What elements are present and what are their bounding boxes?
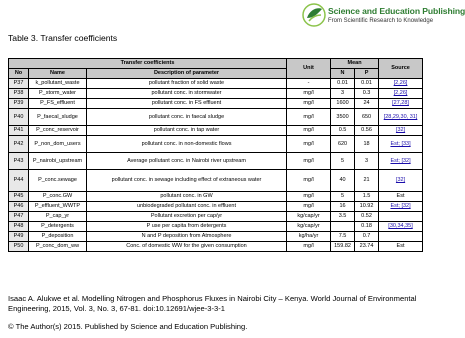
row-unit: mg/l: [287, 99, 331, 109]
unit-header: Unit: [287, 59, 331, 79]
row-n: 16: [331, 202, 355, 212]
row-n: 3.5: [331, 212, 355, 222]
row-p: 10.92: [355, 202, 379, 212]
row-unit: mg/l: [287, 192, 331, 202]
row-source[interactable]: Est; [33]: [379, 136, 423, 153]
table-row: [9, 109, 423, 126]
row-n: 159.82: [331, 242, 355, 252]
row-no: P45: [9, 192, 29, 202]
row-n: 5: [331, 153, 355, 170]
row-unit: mg/l: [287, 109, 331, 126]
publisher-name: Science and Education Publishing: [328, 6, 465, 16]
no-header: No: [9, 69, 29, 79]
table-row: [9, 136, 423, 153]
row-n: 5: [331, 192, 355, 202]
row-name: P_nairobi_upstream: [29, 153, 87, 170]
row-desc: pollutant conc. in tap water: [87, 126, 287, 136]
row-unit: kg/cap/yr: [287, 212, 331, 222]
row-source[interactable]: [27,28]: [379, 99, 423, 109]
row-source[interactable]: [32]: [379, 126, 423, 136]
row-p: 3: [355, 153, 379, 170]
row-no: P40: [9, 109, 29, 126]
row-n: 7.5: [331, 232, 355, 242]
row-unit: mg/l: [287, 202, 331, 212]
table-subheader-row: [9, 69, 423, 79]
row-n: 0.5: [331, 126, 355, 136]
table-header-row: [9, 59, 423, 69]
row-no: P43: [9, 153, 29, 170]
row-n: 1600: [331, 99, 355, 109]
row-source: [379, 212, 423, 222]
row-n: 0.01: [331, 79, 355, 89]
row-source[interactable]: Est; [32]: [379, 202, 423, 212]
row-unit: kg/ha/yr: [287, 232, 331, 242]
row-no: P49: [9, 232, 29, 242]
desc-header: Description of parameter: [87, 69, 287, 79]
row-p: 0.52: [355, 212, 379, 222]
row-unit: mg/l: [287, 126, 331, 136]
row-desc: N and P deposition from Atmosphere: [87, 232, 287, 242]
row-unit: mg/l: [287, 153, 331, 170]
row-unit: mg/l: [287, 170, 331, 192]
table-row: [9, 126, 423, 136]
row-desc: Conc. of domestic WW for the given consumption: [87, 242, 287, 252]
row-source[interactable]: [2,26]: [379, 79, 423, 89]
row-n: 3: [331, 89, 355, 99]
row-p: 650: [355, 109, 379, 126]
leaf-logo-icon: [302, 3, 326, 27]
row-source: Est: [379, 192, 423, 202]
row-p: 21: [355, 170, 379, 192]
row-name: P_deposition: [29, 232, 87, 242]
table-row: [9, 89, 423, 99]
row-p: 0.56: [355, 126, 379, 136]
copyright: © The Author(s) 2015. Published by Science and Education Publishing.: [8, 322, 248, 331]
row-no: P50: [9, 242, 29, 252]
row-desc: pollutant conc. in GW: [87, 192, 287, 202]
row-no: P46: [9, 202, 29, 212]
row-desc: Pollutant excretion per cap/yr: [87, 212, 287, 222]
row-desc: pollutant conc. in faecal sludge: [87, 109, 287, 126]
row-name: P_faecal_sludge: [29, 109, 87, 126]
row-no: P44: [9, 170, 29, 192]
row-source[interactable]: Est; [32]: [379, 153, 423, 170]
row-name: P_conc.sewage: [29, 170, 87, 192]
p-header: P: [355, 69, 379, 79]
row-p: 0.3: [355, 89, 379, 99]
row-source[interactable]: [28,29,30, 31]: [379, 109, 423, 126]
publisher-logo: [302, 3, 465, 29]
row-p: 1.5: [355, 192, 379, 202]
row-unit: mg/l: [287, 242, 331, 252]
row-desc: unbiodegraded pollutant conc. in effluent: [87, 202, 287, 212]
row-name: P_non_dom_users: [29, 136, 87, 153]
n-header: N: [331, 69, 355, 79]
row-desc: pollutant conc. in non-domestic flows: [87, 136, 287, 153]
row-desc: P use per capita from detergents: [87, 222, 287, 232]
row-p: 0.7: [355, 232, 379, 242]
table-row: [9, 222, 423, 232]
row-p: 18: [355, 136, 379, 153]
row-unit: mg/l: [287, 136, 331, 153]
table-row: [9, 202, 423, 212]
row-name: P_effluent_WWTP: [29, 202, 87, 212]
table-row: [9, 79, 423, 89]
group-header: Transfer coefficients: [9, 59, 287, 69]
row-no: P38: [9, 89, 29, 99]
row-source: [379, 232, 423, 242]
row-source[interactable]: [32]: [379, 170, 423, 192]
row-no: P39: [9, 99, 29, 109]
row-source[interactable]: [2,26]: [379, 89, 423, 99]
row-unit: -: [287, 79, 331, 89]
row-desc: Average pollutant conc. in Nairobi river upstream: [87, 153, 287, 170]
table-row: [9, 242, 423, 252]
row-source: Est: [379, 242, 423, 252]
row-name: P_detergents: [29, 222, 87, 232]
row-source[interactable]: [30,34,35]: [379, 222, 423, 232]
row-unit: mg/l: [287, 89, 331, 99]
row-unit: kg/cap/yr: [287, 222, 331, 232]
row-p: 0.01: [355, 79, 379, 89]
row-no: P41: [9, 126, 29, 136]
row-n: [331, 222, 355, 232]
name-header: Name: [29, 69, 87, 79]
row-desc: pollutant conc. in sewage including effect of extraneous water: [87, 170, 287, 192]
row-p: 23.74: [355, 242, 379, 252]
mean-header: Mean: [331, 59, 379, 69]
row-n: 620: [331, 136, 355, 153]
row-name: P_storm_water: [29, 89, 87, 99]
row-desc: pollutant fraction of solid waste: [87, 79, 287, 89]
row-no: P37: [9, 79, 29, 89]
row-name: P_conc.GW: [29, 192, 87, 202]
row-desc: pollutant conc. in stormwater: [87, 89, 287, 99]
row-desc: pollutant conc. in FS effluent: [87, 99, 287, 109]
table-caption: Table 3. Transfer coefficients: [8, 33, 118, 43]
table-row: [9, 99, 423, 109]
table-row: [9, 192, 423, 202]
source-header: Source: [379, 59, 423, 79]
row-p: 24: [355, 99, 379, 109]
row-name: k_pollutant_waste: [29, 79, 87, 89]
row-name: P_conc_dom_ww: [29, 242, 87, 252]
table-row: [9, 170, 423, 192]
citation: Isaac A. Alukwe et al. Modelling Nitrogen and Phosphorus Fluxes in Nairobi City – Kenya. World Journal of Environmental Engineering, 2015, Vol. 3, No. 3, 67-81. doi:10.12691/wjee-3-3-1: [8, 294, 417, 313]
table-row: [9, 212, 423, 222]
row-n: 3500: [331, 109, 355, 126]
row-p: 0.18: [355, 222, 379, 232]
table-row: [9, 232, 423, 242]
row-n: 40: [331, 170, 355, 192]
row-name: P_FS_effluent: [29, 99, 87, 109]
row-name: P_cap_yr: [29, 212, 87, 222]
table-row: [9, 153, 423, 170]
row-no: P47: [9, 212, 29, 222]
row-no: P48: [9, 222, 29, 232]
row-no: P42: [9, 136, 29, 153]
transfer-coefficients-table: [8, 58, 423, 252]
row-name: P_conc_reservoir: [29, 126, 87, 136]
publisher-tagline: From Scientific Research to Knowledge: [328, 18, 434, 24]
